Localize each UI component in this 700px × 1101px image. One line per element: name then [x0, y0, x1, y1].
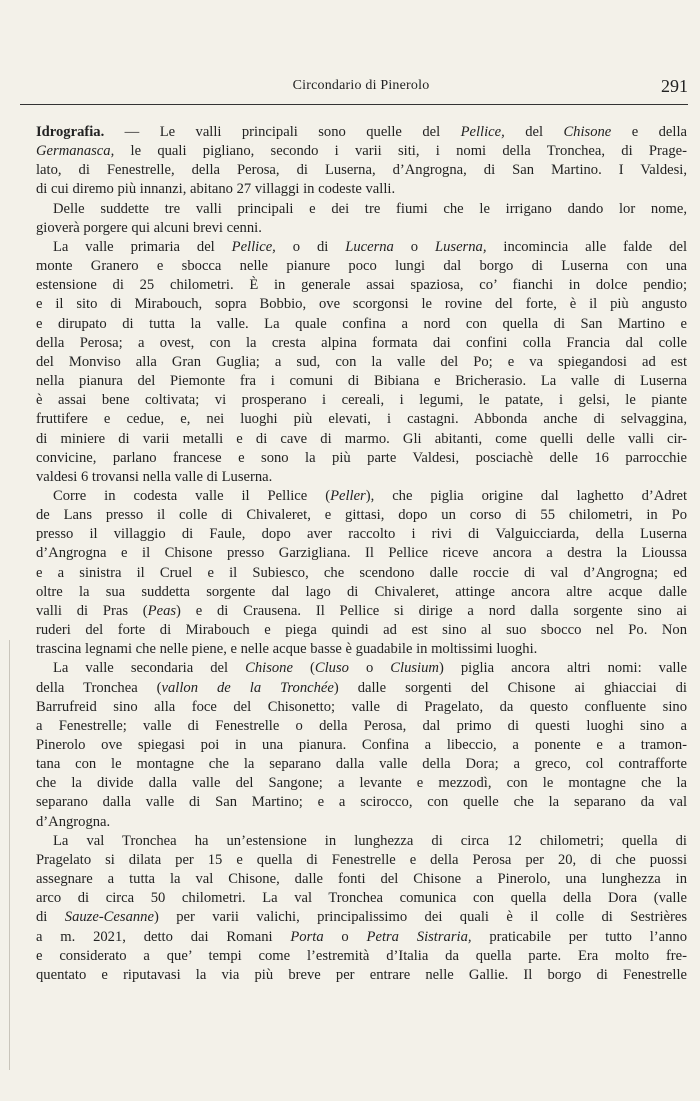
- text-line: [36, 774, 687, 793]
- text-run: o: [323, 928, 367, 945]
- text-line: [36, 257, 687, 276]
- text-run: di: [36, 909, 65, 926]
- text-run: La val Tronchea ha un’estensione in lunghezza di circa 12 chilometri; quella di: [53, 832, 687, 849]
- text-run: quentato e riputavasi la via più breve per entrare nelle Gallie. Il borgo di Fenestrelle: [36, 966, 687, 983]
- text-line: [36, 142, 687, 161]
- text-run: tana con le montagne che la separano dalla valle della Dora; a greco, col contrafforte: [36, 756, 687, 773]
- italic-term: Pellice,: [460, 124, 505, 140]
- italic-term: Cluso: [314, 660, 349, 677]
- text-line: [36, 180, 687, 199]
- text-run: o di: [275, 238, 346, 255]
- text-line: [36, 315, 687, 334]
- text-line: [36, 851, 687, 870]
- italic-term: Luserna,: [434, 238, 487, 255]
- section-heading: Idrografia.: [36, 124, 105, 140]
- text-run: della Perosa; a ovest, con la cresta alpina formata dai confini colla Francia dal colle: [36, 334, 687, 351]
- text-run: ) piglia ancora altri nomi: valle: [438, 660, 687, 677]
- text-line: [36, 391, 687, 410]
- text-run: presso il villaggio di Faule, dopo aver raccolto i rivi di Valguicciarda, della Luserna: [36, 526, 687, 543]
- text-run: nella pianura del Piemonte fra i comuni di Bibiana e Bricherasio. La valle di Luserna: [36, 373, 687, 390]
- text-line: [36, 372, 687, 391]
- running-title: Circondario di Pinerolo: [292, 78, 430, 93]
- text-line: [36, 908, 687, 927]
- text-line: [36, 200, 687, 219]
- text-run: fruttifere e cedue, e, nei luoghi più elevati, i castagni. Abbonda anche di selvaggina,: [36, 411, 687, 428]
- text-line: [36, 334, 687, 353]
- text-line: [36, 506, 687, 525]
- italic-term: Pellice,: [231, 238, 276, 255]
- text-line: [36, 832, 687, 851]
- text-line: [36, 583, 687, 602]
- text-line: [36, 525, 687, 544]
- text-line: [36, 410, 687, 429]
- text-line: [36, 793, 687, 812]
- text-run: ) e di Crausena. Il Pellice si dirige a nord dalla sorgente sino ai: [176, 602, 687, 619]
- text-run: Corre in codesta valle il Pellice (: [53, 487, 331, 504]
- text-run: e della: [611, 124, 687, 140]
- text-line: [36, 928, 687, 947]
- text-run: Pragelato si dilata per 15 e quella di Fenestrelle e della Perosa per 20, di che puossi: [36, 851, 687, 868]
- text-line: [36, 813, 687, 832]
- text-line: [36, 487, 687, 506]
- text-line: [36, 755, 687, 774]
- text-run: d’Angrogna e il Chisone presso Garzigliana. Il Pellice riceve ancora a destra la Lioussa: [36, 545, 687, 562]
- text-line: [36, 449, 687, 468]
- italic-term: Germanasca,: [36, 143, 115, 160]
- text-run: e il sito di Mirabouch, sopra Bobbio, ove scorgonsi le rovine del forte, è il più angusto: [36, 296, 687, 313]
- text-run: ) per varii valichi, principalissimo dei quali è il colle di Sestrières: [153, 909, 687, 926]
- text-run: di miniere di varii metalli e di cave di marmo. Gli abitanti, come quelli delle valli cir-: [36, 430, 687, 447]
- text-line: [36, 966, 687, 985]
- text-line: [36, 621, 687, 640]
- italic-term: Peas: [147, 602, 177, 619]
- text-run: ), che piglia origine dal laghetto d’Adret: [365, 487, 687, 504]
- text-line: [36, 602, 687, 621]
- text-line: [36, 353, 687, 372]
- text-line: [36, 238, 687, 257]
- text-run: arco di circa 50 chilometri. La val Tronchea comunica con quella della Dora (valle: [36, 890, 687, 907]
- italic-term: Sauze-Cesanne: [64, 909, 154, 926]
- text-line: [36, 640, 687, 659]
- text-run: trascina legnami che nelle piene, e nelle acque basse è guadabile in moltissimi luoghi.: [36, 641, 538, 658]
- text-line: [36, 430, 687, 449]
- text-line: [36, 161, 687, 180]
- text-run: che la divide dalla valle del Sangone; a levante e mezzodì, con le montagne che la: [36, 775, 687, 792]
- text-run: a Fenestrelle; valle di Fenestrelle o della Perosa, dal primo di questi luoghi sino a: [36, 717, 687, 734]
- text-run: La valle secondaria del: [53, 660, 246, 677]
- text-run: praticabile per tutto l’anno: [471, 928, 687, 945]
- text-run: le quali pigliano, secondo i varii siti, i nomi della Tronchea, di Prage-: [114, 143, 687, 160]
- text-run: o: [348, 660, 391, 677]
- italic-term: vallon de la Tronchée: [161, 679, 334, 696]
- gutter-shadow: [9, 640, 10, 1070]
- text-run: della Tronchea (: [36, 679, 162, 696]
- text-run: monte Granero e sbocca nelle pianure poco lungi dal borgo di Luserna con una: [36, 258, 687, 275]
- italic-term: Chisone: [563, 124, 612, 140]
- italic-term: Peller: [330, 487, 366, 504]
- text-run: è assai bene coltivata; vi prosperano i cereali, i legumi, le patate, i gelsi, le piante: [36, 392, 687, 409]
- text-run: oltre la sua suddetta sorgente dal lago di Chivaleret, attinge ancora altre acque dalle: [36, 583, 687, 600]
- page-header: [34, 78, 688, 100]
- text-run: La valle primaria del: [53, 238, 232, 255]
- text-line: [36, 947, 687, 966]
- text-run: gioverà porgere qui alcuni brevi cenni.: [36, 219, 262, 236]
- italic-term: Porta: [290, 928, 324, 945]
- text-run: di cui diremo più innanzi, abitano 27 villaggi in codeste valli.: [36, 181, 396, 198]
- text-line: [36, 468, 687, 487]
- text-run: Pinerolo ove spiegasi poi in una pianura. Confina a libeccio, a ponente e a tramon-: [36, 737, 687, 753]
- text-line: [36, 276, 687, 295]
- text-run: e a sinistra il Cruel e il Subiesco, che scendono dalle roccie di val d’Angrogna; ed: [36, 564, 687, 581]
- text-run: a m. 2021, detto dai Romani: [36, 928, 291, 945]
- text-line: [36, 544, 687, 563]
- text-line: [36, 736, 687, 755]
- text-line: [36, 123, 687, 142]
- text-run: o: [393, 238, 435, 255]
- italic-term: Chisone: [245, 660, 293, 677]
- text-run: separano dalla valle di San Martino; e a scirocco, con quelle che la separano da val: [36, 794, 687, 811]
- text-line: [36, 679, 687, 698]
- text-run: valdesi 6 trovansi nella valle di Luserna.: [36, 468, 273, 485]
- text-run: ruderi del forte di Mirabouch e piega quindi ad est sino al suo sbocco nel Po. Non: [36, 622, 687, 639]
- text-run: assegnare a tutta la val Chisone, dalle fonti del Chisone a Pinerolo, una lunghezza in: [36, 871, 687, 888]
- text-run: ) dalle sorgenti del Chisone ai ghiacciai di: [333, 679, 687, 696]
- text-run: e dirupato di tutta la valle. La quale confina a nord con quella di San Martino e: [36, 315, 687, 332]
- text-line: [36, 870, 687, 889]
- text-run: e considerato a que’ tempi come l’estremità d’Italia da quella parte. Era molto fre-: [36, 947, 687, 964]
- text-run: convicine, parlano francese e sono la più parte Valdesi, posciachè delle 16 parrocchie: [36, 449, 687, 466]
- header-rule: [20, 104, 688, 105]
- text-line: [36, 698, 687, 717]
- text-run: incomincia alle falde del: [486, 238, 687, 255]
- text-run: del: [504, 124, 564, 140]
- text-run: valli di Pras (: [36, 602, 148, 619]
- text-run: estensione di 25 chilometri. È in generale assai spaziosa, co’ fianchi in dolce pendio;: [36, 277, 687, 294]
- text-run: — Le valli principali sono quelle del: [104, 124, 461, 140]
- text-line: [36, 295, 687, 314]
- body-text: [36, 123, 687, 985]
- text-run: lato, di Fenestrelle, della Perosa, di Luserna, d’Angrogna, di San Martino. I Valdesi,: [36, 162, 687, 179]
- text-line: [36, 889, 687, 908]
- italic-term: Clusium: [390, 660, 439, 677]
- italic-term: Petra Sistraria,: [366, 928, 472, 945]
- page-number: 291: [661, 76, 688, 96]
- text-run: Barrufreid sino alla foce del Chisonetto; valle di Pragelato, da questo confluente sino: [36, 698, 687, 715]
- text-run: Delle suddette tre valli principali e dei tre fiumi che le irrigano dando lor nome,: [53, 200, 687, 217]
- text-line: [36, 219, 687, 238]
- text-run: d’Angrogna.: [36, 813, 111, 830]
- text-run: (: [292, 660, 315, 677]
- text-line: [36, 717, 687, 736]
- text-run: de Lans presso il colle di Chivaleret, e gittasi, dopo un corso di 55 chilometri, in Po: [36, 507, 687, 524]
- text-line: [36, 564, 687, 583]
- text-line: [36, 659, 687, 678]
- italic-term: Lucerna: [345, 238, 394, 255]
- text-run: del Monviso alla Gran Guglia; a sud, con la valle del Po; e va spiegandosi ad est: [36, 353, 687, 370]
